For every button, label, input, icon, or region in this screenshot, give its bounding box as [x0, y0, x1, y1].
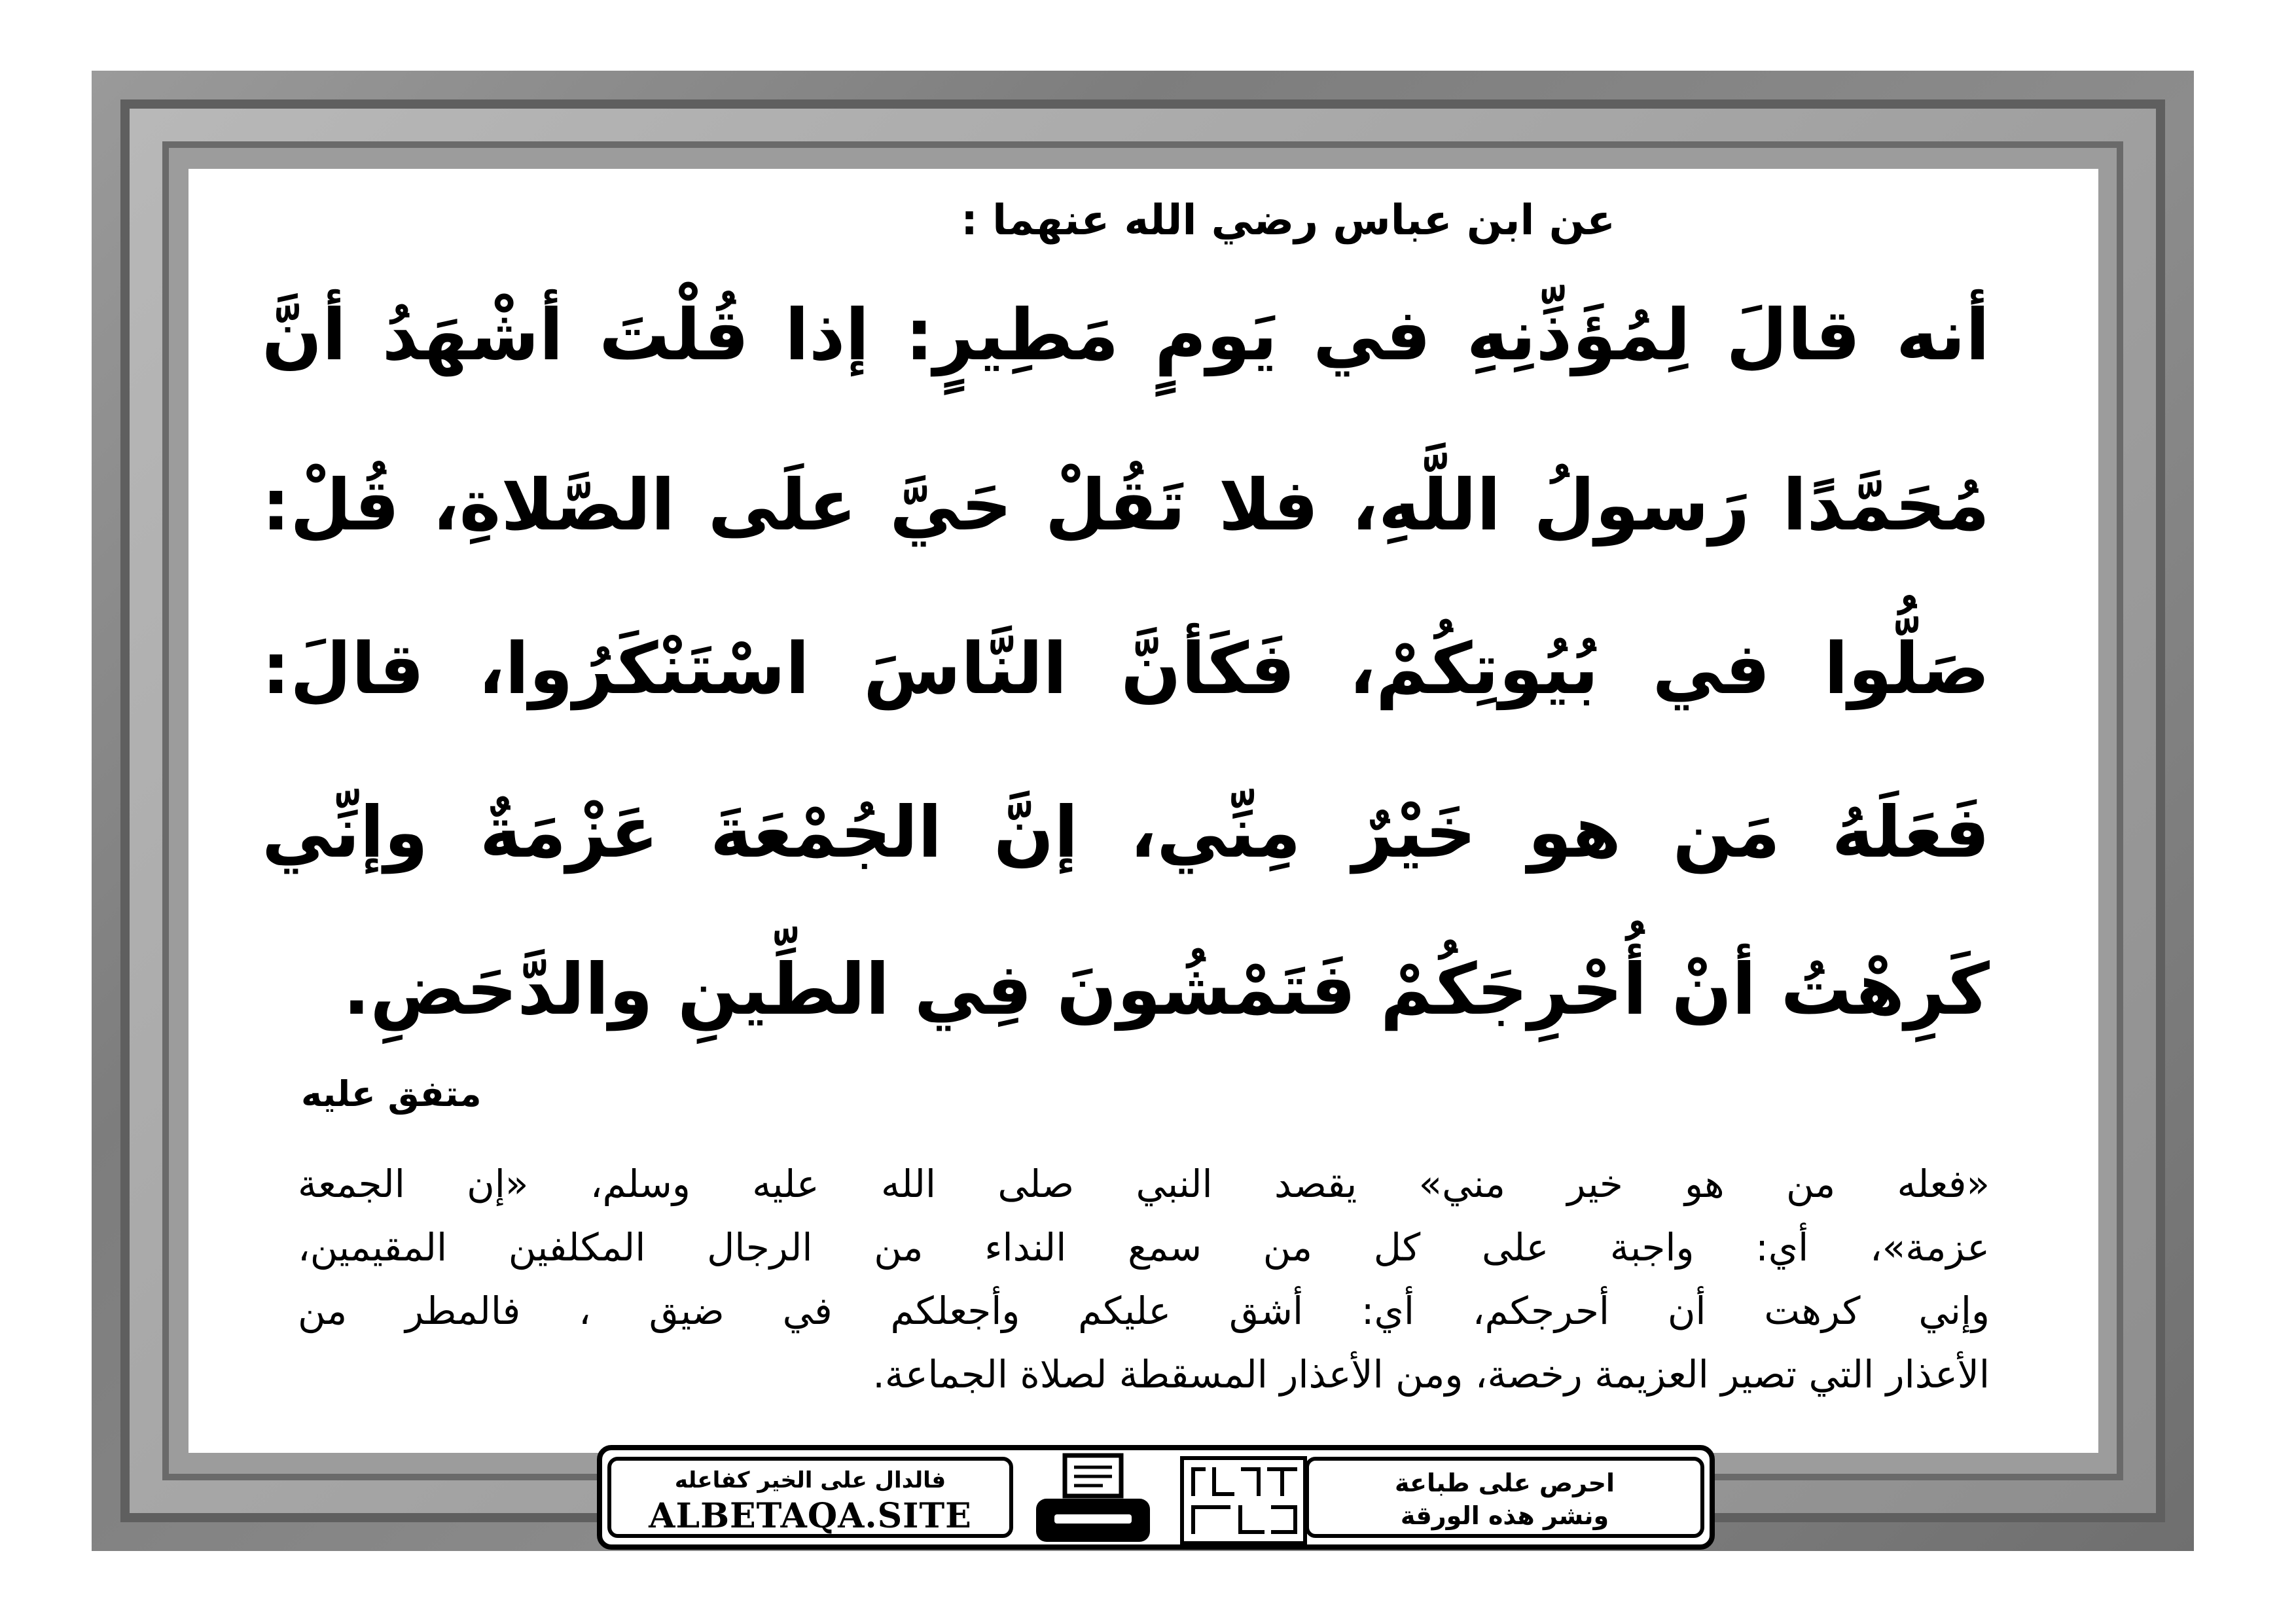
narrator-intro: عن ابن عباس رضي الله عنهما :: [961, 196, 1615, 245]
hadith-line-4: فَعَلَهُ مَن هو خَيْرٌ مِنِّي، إنَّ الجُمْعَةَ عَزْمَةٌ وإنِّي: [262, 792, 1990, 874]
explanation-line-1: «فعله من هو خير مني» يقصد النبي صلى الله عليه وسلم، «إن الجمعة: [298, 1162, 1990, 1206]
hadith-source: متفق عليه: [301, 1073, 482, 1115]
dawa-paper-logo: [1178, 1454, 1309, 1547]
website-box: [607, 1457, 1013, 1538]
website-link[interactable]: ALBETAQA.SITE: [649, 1496, 972, 1536]
hadith-line-3: صَلُّوا في بُيُوتِكُمْ، فَكَأنَّ النَّاسَ اسْتَنْكَرُوا، قالَ:: [262, 628, 1990, 710]
explanation-line-4: الأعذار التي تصير العزيمة رخصة، ومن الأعذار المسقطة لصلاة الجماعة.: [872, 1352, 1990, 1397]
print-reminder-line-2: ونشر هذه الورقة: [1400, 1501, 1609, 1530]
explanation-line-2: عزمة»، أي: واجبة على كل من سمع النداء من الرجال المكلفين المقيمين،: [298, 1225, 1990, 1270]
print-reminder-box: [1305, 1457, 1704, 1538]
printer-icon: [1031, 1452, 1155, 1550]
footer-banner: [597, 1445, 1715, 1550]
explanation-line-3: وإني كرهت أن أحرجكم، أي: أشق عليكم وأجعلكم في ضيق ، فالمطر من: [298, 1289, 1990, 1333]
hadith-line-2: مُحَمَّدًا رَسولُ اللَّهِ، فلا تَقُلْ حَيَّ علَى الصَّلاةِ، قُلْ:: [262, 465, 1990, 546]
hadith-line-5: كَرِهْتُ أنْ أُحْرِجَكُمْ فَتَمْشُونَ فِي الطِّينِ والدَّحَضِ.: [343, 949, 1990, 1031]
print-reminder-line-1: احرص على طباعة: [1394, 1469, 1615, 1497]
hadith-line-1: أنه قالَ لِمُؤَذِّنِهِ في يَومٍ مَطِيرٍ: إذا قُلْتَ أشْهَدُ أنَّ: [262, 294, 1990, 376]
motto-text: فالدال على الخير كفاعله: [674, 1467, 946, 1493]
